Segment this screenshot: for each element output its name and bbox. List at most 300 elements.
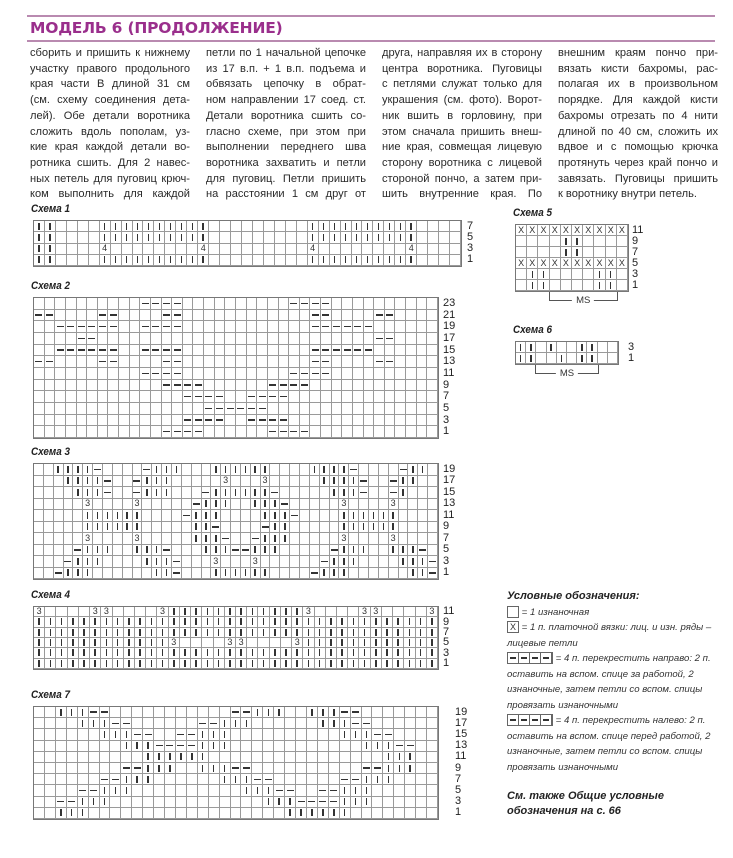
chart-cell: [140, 333, 151, 345]
chart-cell: [289, 391, 300, 403]
chart-cell: [270, 476, 280, 488]
chart-cell: [418, 499, 428, 511]
chart-cell: [89, 718, 100, 729]
chart-cell: [108, 333, 119, 345]
chart-cell: [123, 568, 133, 580]
chart-cell: [297, 244, 308, 255]
chart-cell: [374, 356, 385, 368]
chart-cell: [417, 345, 428, 357]
chart-cell: [202, 476, 212, 488]
chart-cell: [113, 545, 123, 557]
chart-cell: [202, 638, 213, 648]
chart-cell: [154, 232, 165, 243]
chart-cell: [55, 368, 66, 380]
chart-cell: [348, 659, 359, 669]
chart-cell: [209, 718, 220, 729]
chart-cell: [307, 763, 318, 774]
chart-cell: [372, 774, 383, 785]
chart-cell: [221, 510, 231, 522]
chart-cell: [55, 391, 66, 403]
chart-cell: [538, 236, 549, 247]
chart-cell: [372, 718, 383, 729]
chart-cell: [172, 345, 183, 357]
chart-cell: [56, 255, 67, 266]
chart-cell: [321, 415, 332, 427]
chart-cell: [202, 464, 212, 476]
chart-cell: [270, 533, 280, 545]
chart-cell: [140, 403, 151, 415]
chart-cell: [225, 617, 236, 627]
chart-cell: [349, 556, 359, 568]
chart-cell: [142, 464, 152, 476]
ms-bracket: MS: [549, 292, 618, 301]
chart-cell: [193, 321, 204, 333]
chart-cell: [247, 321, 258, 333]
chart-cell: [110, 741, 121, 752]
chart-cell: [236, 356, 247, 368]
chart-cell: [143, 774, 154, 785]
chart-cell: [427, 345, 438, 357]
chart-cell: [353, 333, 364, 345]
chart-cell: [202, 659, 213, 669]
chart-cell: [204, 345, 215, 357]
chart-cell: [236, 648, 247, 658]
chart-cell: [247, 380, 258, 392]
chart-cell: [56, 718, 67, 729]
chart-cell: [172, 321, 183, 333]
chart-cell: [100, 774, 111, 785]
chart-cell: [577, 353, 587, 364]
chart-cell: [198, 707, 209, 718]
chart-cell: [395, 310, 406, 322]
chart-cell: [172, 568, 182, 580]
chart-cell: [100, 741, 111, 752]
chart-cell: [270, 556, 280, 568]
chart-cell: [98, 368, 109, 380]
chart-cell: [182, 522, 192, 534]
chart-cell: [340, 718, 351, 729]
chart-cell: [251, 510, 261, 522]
chart-cell: [231, 244, 242, 255]
chart-cell: [152, 556, 162, 568]
chart-cell: [225, 310, 236, 322]
chart-cell: [257, 368, 268, 380]
chart-cell: [193, 333, 204, 345]
chart-cell: [394, 797, 405, 808]
chart-cell: [140, 391, 151, 403]
chart-cell: [527, 247, 538, 258]
chart-cell: [34, 356, 45, 368]
chart-cell: [270, 568, 280, 580]
chart-cell: [236, 298, 247, 310]
chart-cell: [270, 510, 280, 522]
chart-cell: [247, 368, 258, 380]
chart-cell: [308, 255, 319, 266]
chart-cell: [192, 464, 202, 476]
chart-cell: [68, 638, 79, 648]
chart-cell: [329, 707, 340, 718]
chart-cell: [374, 368, 385, 380]
chart-cell: [296, 707, 307, 718]
chart-cell: [417, 333, 428, 345]
chart-cell: [332, 415, 343, 427]
chart-cell: [252, 774, 263, 785]
chart-cell: [220, 797, 231, 808]
chart-cell: [606, 247, 617, 258]
chart-cell: [351, 774, 362, 785]
chart-cell: [110, 752, 121, 763]
chart-cell: [297, 255, 308, 266]
chart-cell: [348, 648, 359, 658]
chart-cell: [143, 707, 154, 718]
chart-cell: [183, 321, 194, 333]
chart-cell: [103, 510, 113, 522]
chart-cell: [296, 763, 307, 774]
chart-cell: [337, 628, 348, 638]
chart-cell: [326, 648, 337, 658]
chart-cell: [258, 638, 269, 648]
chart-cell: [98, 345, 109, 357]
chart-cell: [340, 752, 351, 763]
chart-cell: [395, 368, 406, 380]
chart-cell: [598, 342, 608, 353]
chart-cell: [182, 464, 192, 476]
chart-cell: [176, 774, 187, 785]
chart-cell: [113, 510, 123, 522]
chart-cell: [332, 298, 343, 310]
chart-cell: [405, 707, 416, 718]
chart-cell: [101, 617, 112, 627]
chart-cell: [362, 752, 373, 763]
chart-cell: [242, 232, 253, 243]
chart-cell: [290, 568, 300, 580]
chart-cell: [231, 707, 242, 718]
chart-cell: [176, 785, 187, 796]
chart-cell: [527, 236, 538, 247]
chart-cell: [78, 741, 89, 752]
chart-cell: [34, 797, 45, 808]
chart-cell: [93, 510, 103, 522]
text-line: воротника захватить и петли: [206, 156, 366, 169]
chart-cell: [78, 707, 89, 718]
text-line: кие края каждой детали во-: [30, 141, 190, 154]
chart-cell: [362, 255, 373, 266]
chart-cell: [89, 797, 100, 808]
chart-cell: [326, 607, 337, 617]
chart-cell: [408, 556, 418, 568]
chart-cell: [56, 808, 67, 819]
chart-cell: [416, 648, 427, 658]
chart-cell: [187, 763, 198, 774]
chart-cell: [122, 255, 133, 266]
chart-cell: [209, 741, 220, 752]
chart-cell: [192, 510, 202, 522]
chart-cell: [247, 391, 258, 403]
chart-cell: [119, 380, 130, 392]
chart-cell: [428, 510, 438, 522]
chart-cell: [34, 659, 45, 669]
chart-cell: [55, 415, 66, 427]
chart-cell: [417, 368, 428, 380]
chart-cell: [151, 310, 162, 322]
chart-cell: [332, 426, 343, 438]
chart-cell: [300, 333, 311, 345]
chart-cell: [56, 221, 67, 232]
chart-cell: [64, 499, 74, 511]
chart-cell: [55, 321, 66, 333]
chart-cell: [64, 522, 74, 534]
chart-cell: [257, 298, 268, 310]
chart-cell: [310, 310, 321, 322]
chart-cell: [280, 510, 290, 522]
chart-cell: [100, 797, 111, 808]
chart-cell: [119, 321, 130, 333]
chart-cell: [389, 568, 399, 580]
chart-cell: [289, 321, 300, 333]
chart-cell: 3: [339, 533, 349, 545]
chart-cell: [353, 415, 364, 427]
chart-cell: [64, 568, 74, 580]
chart-cell: [133, 487, 143, 499]
chart-cell: [389, 464, 399, 476]
chart-cell: [371, 659, 382, 669]
chart-cell: [310, 298, 321, 310]
chart-cell: [329, 718, 340, 729]
chart-cell: [241, 510, 251, 522]
chart-cell: [384, 255, 395, 266]
chart-cell: [385, 415, 396, 427]
chart-cell: [172, 333, 183, 345]
chart-cell: [182, 510, 192, 522]
chart-cell: [152, 464, 162, 476]
chart-cell: [93, 522, 103, 534]
chart-cell: [236, 403, 247, 415]
chart-cell: [428, 568, 438, 580]
chart-cell: [34, 403, 45, 415]
chart-cell: [87, 356, 98, 368]
chart-cell: [428, 545, 438, 557]
chart-cell: [289, 333, 300, 345]
chart-cell: [241, 545, 251, 557]
chart-cell: [337, 607, 348, 617]
text-line: длиной по 40 см, сложить их: [558, 125, 718, 138]
chart-cell: [332, 310, 343, 322]
chart-cell: [162, 380, 173, 392]
chart-cell: [34, 333, 45, 345]
chart-cell: [320, 533, 330, 545]
chart-cell: [67, 808, 78, 819]
chart-cell: [330, 522, 340, 534]
chart-cell: [395, 356, 406, 368]
chart-cell: [165, 763, 176, 774]
chart-cell: [89, 221, 100, 232]
chart-cell: [340, 797, 351, 808]
chart-cell: [34, 628, 45, 638]
chart-cell: [406, 380, 417, 392]
chart-cell: [394, 741, 405, 752]
chart-cell: [594, 247, 605, 258]
chart-cell: [349, 510, 359, 522]
chart-cell: [329, 741, 340, 752]
chart-cell: [231, 221, 242, 232]
chart-cell: [90, 617, 101, 627]
chart-cell: [279, 368, 290, 380]
chart-cell: [187, 752, 198, 763]
chart-cell: [359, 659, 370, 669]
chart-title: Схема 1: [31, 203, 71, 215]
chart-cell: [191, 607, 202, 617]
chart-cell: [45, 333, 56, 345]
chart-cell: X: [516, 258, 527, 269]
chart-cell: [133, 556, 143, 568]
chart-cell: [416, 628, 427, 638]
chart-cell: [133, 476, 143, 488]
chart-cell: [211, 464, 221, 476]
chart-cell: [389, 545, 399, 557]
chart-cell: [379, 499, 389, 511]
chart-cell: [247, 426, 258, 438]
chart-cell: [279, 391, 290, 403]
chart-cell: [280, 533, 290, 545]
chart-cell: [416, 808, 427, 819]
chart-cell: [204, 380, 215, 392]
chart-cell: [132, 729, 143, 740]
chart-cell: [385, 426, 396, 438]
chart-cell: [34, 638, 45, 648]
chart-cell: [34, 310, 45, 322]
chart-cell: [268, 380, 279, 392]
chart-cell: [172, 310, 183, 322]
chart-cell: [45, 718, 56, 729]
chart-cell: [263, 785, 274, 796]
chart-cell: [152, 533, 162, 545]
chart-cell: [183, 310, 194, 322]
chart-cell: [172, 380, 183, 392]
chart-cell: [231, 476, 241, 488]
chart-cell: [55, 333, 66, 345]
chart-cell: [247, 310, 258, 322]
chart-cell: [133, 221, 144, 232]
chart-cell: [183, 356, 194, 368]
chart-cell: [315, 628, 326, 638]
chart-cell: [143, 232, 154, 243]
chart-cell: [172, 426, 183, 438]
chart-cell: [310, 333, 321, 345]
chart-cell: [399, 568, 409, 580]
chart-cell: [89, 763, 100, 774]
chart-cell: [66, 380, 77, 392]
chart-cell: [187, 221, 198, 232]
chart-cell: [379, 545, 389, 557]
chart-cell: [45, 648, 56, 658]
chart-cell: [54, 510, 64, 522]
chart-cell: [326, 638, 337, 648]
chart-cell: [242, 255, 253, 266]
chart-cell: [362, 741, 373, 752]
chart-cell: [382, 648, 393, 658]
text-line: к воротнику внутри петель.: [558, 188, 697, 201]
chart-cell: [45, 321, 56, 333]
chart-cell: [55, 403, 66, 415]
chart-cell: [193, 310, 204, 322]
chart-cell: [310, 510, 320, 522]
chart-cell: [202, 628, 213, 638]
chart-cell: [394, 785, 405, 796]
chart-cell: [379, 464, 389, 476]
chart-cell: [215, 333, 226, 345]
chart-cell: [408, 510, 418, 522]
chart-cell: [257, 403, 268, 415]
chart-cell: [261, 568, 271, 580]
chart-cell: [290, 487, 300, 499]
chart-cell: [285, 707, 296, 718]
chart-cell: [34, 298, 45, 310]
chart-cell: [187, 255, 198, 266]
chart-cell: [34, 510, 44, 522]
chart-cell: [330, 464, 340, 476]
chart-cell: [319, 221, 330, 232]
chart-cell: [73, 499, 83, 511]
chart-cell: [416, 785, 427, 796]
text-line: этом сначала пришить внеш-: [382, 125, 542, 138]
chart-cell: [140, 298, 151, 310]
chart-cell: [236, 607, 247, 617]
text-line: шить внутренние края. По: [382, 188, 542, 201]
chart-cell: [296, 808, 307, 819]
chart-cell: [146, 638, 157, 648]
chart-cell: [100, 785, 111, 796]
chart-cell: [83, 568, 93, 580]
text-line: протянуть через край пончо и: [558, 156, 718, 169]
chart-cell: [121, 718, 132, 729]
chart-cell: [427, 310, 438, 322]
chart-cell: [45, 255, 56, 266]
chart-cell: X: [572, 258, 583, 269]
chart-cell: [79, 638, 90, 648]
chart-cell: [100, 752, 111, 763]
chart-cell: [121, 808, 132, 819]
chart-cell: [383, 707, 394, 718]
chart-cell: [527, 280, 538, 291]
chart-cell: 3: [90, 607, 101, 617]
chart-cell: [374, 321, 385, 333]
chart-cell: [348, 607, 359, 617]
chart-cell: [108, 415, 119, 427]
chart-cell: [79, 607, 90, 617]
chart-cell: [93, 556, 103, 568]
chart-cell: [140, 380, 151, 392]
chart-cell: [261, 533, 271, 545]
chart-cell: [55, 345, 66, 357]
chart-cell: [374, 298, 385, 310]
chart-cell: [79, 617, 90, 627]
chart-cell: [369, 533, 379, 545]
chart-cell: [204, 298, 215, 310]
chart-cell: [330, 221, 341, 232]
chart-cell: [405, 752, 416, 763]
chart-cell: [257, 391, 268, 403]
chart-cell: [110, 729, 121, 740]
chart-cell: [405, 718, 416, 729]
chart-cell: [408, 545, 418, 557]
chart-cell: [379, 510, 389, 522]
chart-cell: [34, 415, 45, 427]
chart-cell: [251, 568, 261, 580]
chart-cell: [89, 752, 100, 763]
chart-cell: [45, 391, 56, 403]
text-line: (см. схему соединения дета-: [30, 94, 190, 107]
chart-cell: [296, 785, 307, 796]
